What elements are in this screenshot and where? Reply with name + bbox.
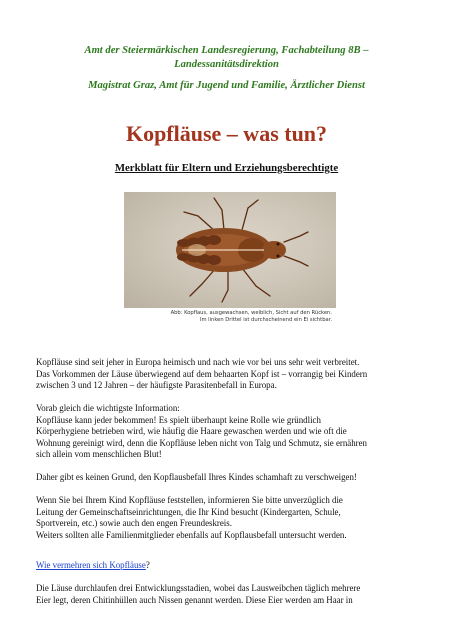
paragraph-reproduction <box>36 583 420 606</box>
paragraph-line: Das Vorkommen der Läuse überwiegend auf dem behaarten Kopf ist – vorrangig bei Kindern <box>36 368 368 379</box>
page-subtitle: Merkblatt für Eltern und Erziehungsberechtigte <box>114 162 339 174</box>
section-question <box>36 560 420 572</box>
photo-caption-line-2: Im linken Drittel ist durchscheinend ein Ei sichtbar. <box>199 317 332 323</box>
paragraph-line: Die Läuse durchlaufen drei Entwicklungsstadien, wobei das Lausweibchen täglich mehrere <box>36 583 361 593</box>
question-heading-line <box>36 560 420 572</box>
page-title: Kopfläuse – was tun? <box>125 121 328 146</box>
paragraph-line: sich allein vom menschlichen Blut! <box>36 449 162 460</box>
paragraph-line: Leitung der Gemeinschaftseinrichtungen, die Ihr Kind besucht (Kindergarten, Schule, <box>36 506 341 517</box>
paragraph-line: Kopfläuse sind seit jeher in Europa heimisch und nach wie vor bei uns sehr weit verbreitet. <box>36 357 360 367</box>
paragraph-key-info <box>36 403 420 461</box>
paragraph-line: Wenn Sie bei Ihrem Kind Kopfläuse feststellen, informieren Sie bitte unverzüglich die <box>36 495 343 505</box>
header-line-3: Magistrat Graz, Amt für Jugend und Familie, Ärztlicher Dienst <box>88 80 365 91</box>
paragraph-line: Vorab gleich die wichtigste Information: <box>36 403 180 413</box>
paragraph-line: Wohnung gereinigt wird, denn die Kopfläuse leben nicht von Talg und Schmutz, sie ernähren <box>36 437 367 448</box>
header-line-2: Landessanitätsdirektion <box>174 59 279 70</box>
paragraph-line: Sportverein, etc.) sowie auch den engen Freundeskreis. <box>36 518 232 529</box>
paragraph-line: Körperhygiene betrieben wird, wie häufig die Haare gewaschen werden und wie oft die <box>36 426 347 437</box>
paragraph-line: Daher gibt es keinen Grund, den Kopflausbefall Ihres Kindes schamhaft zu verschweigen! <box>36 472 357 482</box>
head-louse-illustration <box>124 192 336 308</box>
header-line-1: Amt der Steiermärkischen Landesregierung, Fachabteilung 8B – <box>84 45 369 56</box>
paragraph-line: Eier legt, deren Chitinhüllen auch Nissen genannt werden. Diese Eier werden am Haar in <box>36 594 353 605</box>
paragraph-no-shame <box>36 472 420 484</box>
paragraph-line: zwischen 3 und 12 Jahren – der häufigste Parasitenbefall in Europa. <box>36 380 277 391</box>
head-louse-photo <box>124 192 336 308</box>
paragraph-inform <box>36 495 420 541</box>
paragraph-line: Kopfläuse kann jeder bekommen! Es spielt überhaupt keine Rolle wie gründlich <box>36 414 321 425</box>
paragraph-line: Weiters sollten alle Familienmitglieder ebenfalls auf Kopflausbefall untersucht werden. <box>36 529 347 540</box>
photo-caption <box>120 310 332 324</box>
paragraph-intro <box>36 357 420 392</box>
reproduction-link[interactable]: Wie vermehren sich Kopfläuse <box>36 560 146 570</box>
question-mark: ? <box>145 560 150 570</box>
photo-caption-line-1: Abb: Kopflaus, ausgewachsen, weiblich, Sicht auf den Rücken. <box>170 310 332 316</box>
